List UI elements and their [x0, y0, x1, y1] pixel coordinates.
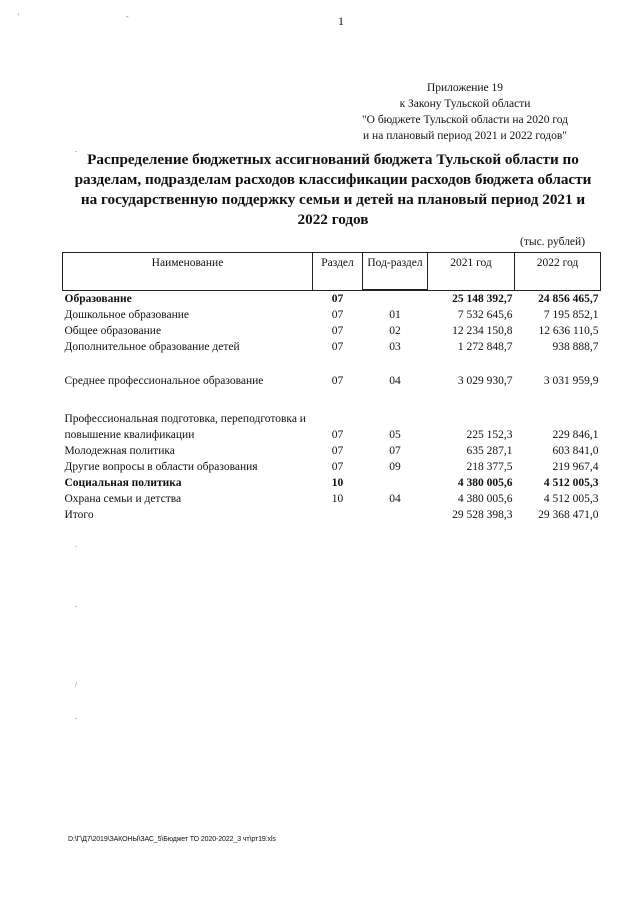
header-subsection: Под-раздел	[363, 253, 428, 291]
table-row	[63, 459, 601, 475]
row-section: 10	[331, 492, 344, 505]
row-value-2021: 29 528 398,3	[452, 508, 513, 521]
row-subsection: 03	[389, 340, 401, 353]
row-value-2022: 229 846,1	[552, 428, 599, 441]
scan-speck: /	[75, 680, 78, 689]
table-header-row	[63, 253, 601, 291]
row-section	[313, 507, 363, 523]
row-name: Итого	[64, 508, 94, 521]
row-value-2022: 24 856 465,7	[538, 292, 599, 305]
table-row	[63, 389, 601, 443]
row-name: Дополнительное образование детей	[64, 340, 240, 353]
row-value-2021: 225 152,3	[466, 428, 513, 441]
budget-table	[62, 252, 601, 523]
table-row	[63, 475, 601, 491]
row-section: 07	[331, 340, 344, 353]
row-value-2021: 7 532 645,6	[457, 308, 513, 321]
row-subsection: 04	[389, 492, 401, 505]
row-subsection: 05	[389, 428, 401, 441]
header-section: Раздел	[313, 253, 363, 291]
row-section: 07	[331, 324, 344, 337]
row-value-2021: 635 287,1	[466, 444, 513, 457]
header-2022: 2022 год	[515, 253, 601, 291]
row-section: 07	[331, 374, 344, 387]
row-value-2022: 12 636 110,5	[538, 324, 599, 337]
row-value-2021: 4 380 005,6	[457, 476, 513, 489]
units-label: (тыс. рублей)	[520, 236, 586, 248]
row-value-2022: 4 512 005,3	[543, 476, 599, 489]
scan-speck: .	[75, 145, 77, 154]
scan-speck: -	[126, 12, 129, 21]
document-title: Распределение бюджетных ассигнований бюджета Тульской области по разделам, подразделам расходов классификации расходов бюджета области на государственную поддержку семьи и детей на плановый период 2021 и 2022 годов	[74, 151, 592, 228]
table-row	[63, 339, 601, 355]
page-number: 1	[338, 14, 344, 28]
row-value-2021: 218 377,5	[466, 460, 513, 473]
row-subsection	[363, 290, 428, 307]
row-section: 07	[331, 292, 344, 305]
row-subsection: 09	[389, 460, 401, 473]
table-row	[63, 443, 601, 459]
row-subsection: 01	[389, 308, 401, 321]
appendix-line-2: к Закону Тульской области	[399, 98, 531, 110]
row-subsection	[363, 475, 428, 491]
row-subsection: 07	[389, 444, 401, 457]
row-subsection: 04	[389, 374, 401, 387]
table-row	[63, 307, 601, 323]
row-name: Среднее профессиональное образование	[64, 374, 264, 387]
row-value-2022: 3 031 959,9	[543, 374, 599, 387]
row-section: 07	[331, 308, 344, 321]
row-subsection: 02	[389, 324, 401, 337]
table-row	[63, 491, 601, 507]
row-section: 07	[331, 428, 344, 441]
row-name: Дошкольное образование	[64, 308, 190, 321]
row-value-2022: 29 368 471,0	[538, 508, 599, 521]
row-subsection	[363, 507, 428, 523]
row-name: Общее образование	[64, 324, 162, 337]
row-value-2021: 4 380 005,6	[457, 492, 513, 505]
row-name: Охрана семьи и детства	[64, 492, 182, 505]
scan-speck: '	[18, 12, 20, 21]
row-value-2021: 12 234 150,8	[452, 324, 513, 337]
row-name: Социальная политика	[64, 476, 182, 489]
table-row	[63, 323, 601, 339]
row-value-2022: 938 888,7	[552, 340, 599, 353]
row-value-2022: 603 841,0	[552, 444, 599, 457]
row-name: Другие вопросы в области образования	[64, 460, 258, 473]
header-2021: 2021 год	[428, 253, 515, 291]
header-name: Наименование	[63, 253, 313, 291]
row-value-2021: 25 148 392,7	[452, 292, 513, 305]
scan-speck: .	[75, 600, 77, 609]
row-name: Образование	[64, 292, 132, 305]
row-value-2021: 1 272 848,7	[457, 340, 513, 353]
row-value-2022: 7 195 852,1	[543, 308, 599, 321]
table-row	[63, 507, 601, 523]
file-path-footer: D:\Г\Д7\2019\ЗАКОНЫ\ЗАС_5\Бюджет ТО 2020-2022_3 чт\рт19.xls	[68, 836, 276, 843]
row-name: Профессиональная подготовка, переподготовка и повышение квалификации	[64, 412, 306, 441]
table-row	[63, 290, 601, 307]
scan-speck: .	[75, 540, 77, 549]
row-name: Молодежная политика	[64, 444, 175, 457]
row-section: 07	[331, 460, 344, 473]
scan-speck: .	[75, 712, 77, 721]
appendix-caption	[330, 80, 600, 144]
row-section: 10	[331, 476, 344, 489]
row-section: 07	[331, 444, 344, 457]
row-value-2022: 4 512 005,3	[543, 492, 599, 505]
appendix-line-1: Приложение 19	[426, 82, 504, 94]
appendix-line-4: и на плановый период 2021 и 2022 годов"	[363, 130, 567, 142]
appendix-line-3: "О бюджете Тульской области на 2020 год	[361, 114, 569, 126]
row-value-2022: 219 967,4	[552, 460, 599, 473]
row-value-2021: 3 029 930,7	[457, 374, 513, 387]
table-row	[63, 355, 601, 389]
